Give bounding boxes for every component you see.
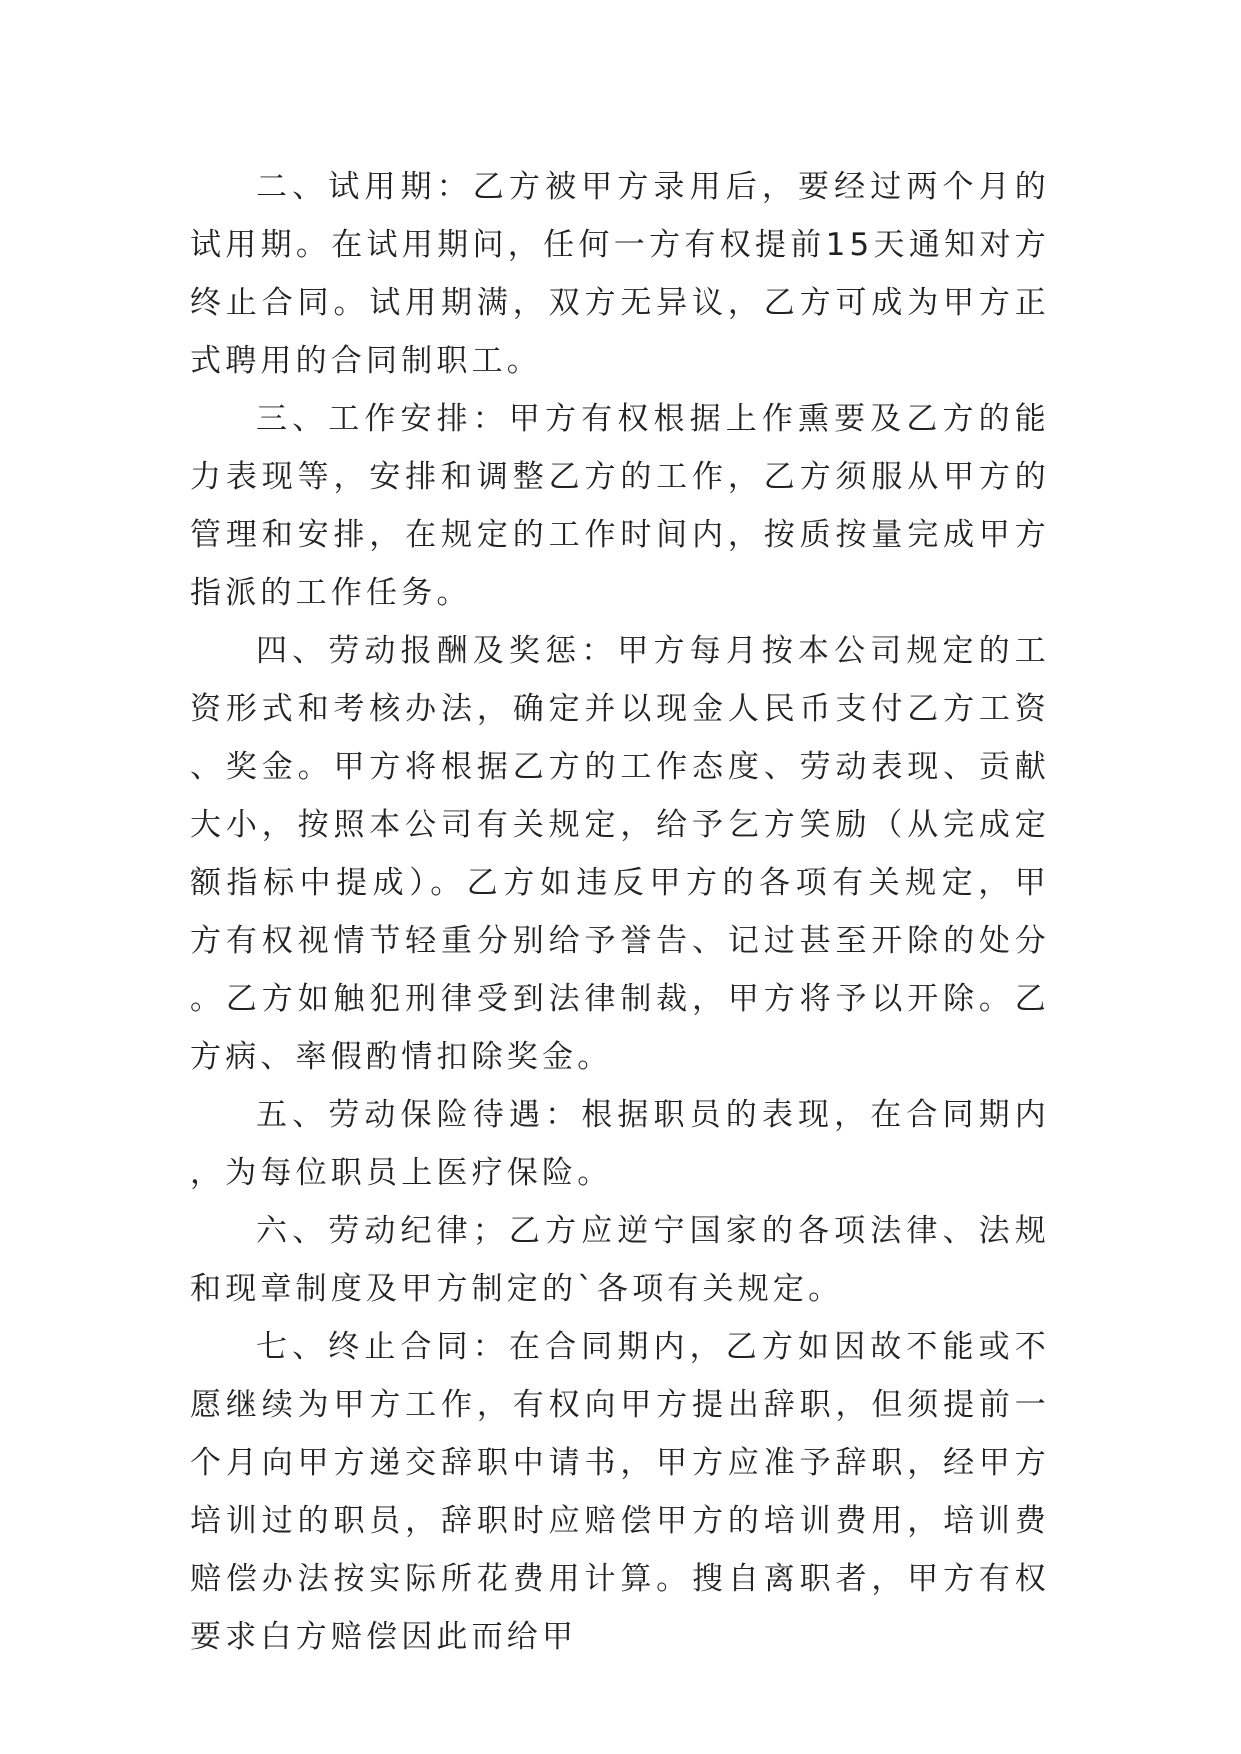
- clause-remuneration: 四、劳动报酬及奖惩：甲方每月按本公司规定的工资形式和考核办法，确定并以现金人民币支付乙方工资、奖金。甲方将根据乙方的工作态度、劳动表现、贡献大小，按照本公司有关规定，给予乞方笑励（从完成定额指标中提成）。乙方如违反甲方的各项有关规定，甲方有权视情节轻重分别给予誉告、记过甚至开除的处分。乙方如触犯刑律受到法律制裁，甲方将予以开除。乙方病、率假酌情扣除奖金。: [190, 633, 1050, 1075]
- clause-probation: 二、试用期：乙方被甲方录用后，要经过两个月的试用期。在试用期问，任何一方有权提前15天通知对方终止合同。试用期满，双方无异议，乙方可成为甲方正式聘用的合同制职工。: [190, 169, 1050, 379]
- clause-termination: 七、终止合同：在合同期内，乙方如因故不能或不愿继续为甲方工作，有权向甲方提出辞职，但须提前一个月向甲方递交辞职中请书，甲方应准予辞职，经甲方培训过的职员，辞职时应赔偿甲方的培训费用，培训费赔偿办法按实际所花费用计算。搜自离职者，甲方有权要求白方赔偿因此而给甲: [190, 1329, 1050, 1655]
- document-body: [190, 158, 1050, 1666]
- clause-insurance: 五、劳动保险待遇：根据职员的表现，在合同期内，为每位职员上医疗保险。: [190, 1097, 1050, 1191]
- clause-discipline: 六、劳动纪律；乙方应逆宁国家的各项法律、法规和现章制度及甲方制定的`各项有关规定。: [190, 1213, 1050, 1307]
- clause-work-arrangement: 三、工作安排：甲方有权根据上作熏要及乙方的能力表现等，安排和调整乙方的工作，乙方须服从甲方的管理和安排，在规定的工作时间内，按质按量完成甲方指派的工作任务。: [190, 401, 1050, 611]
